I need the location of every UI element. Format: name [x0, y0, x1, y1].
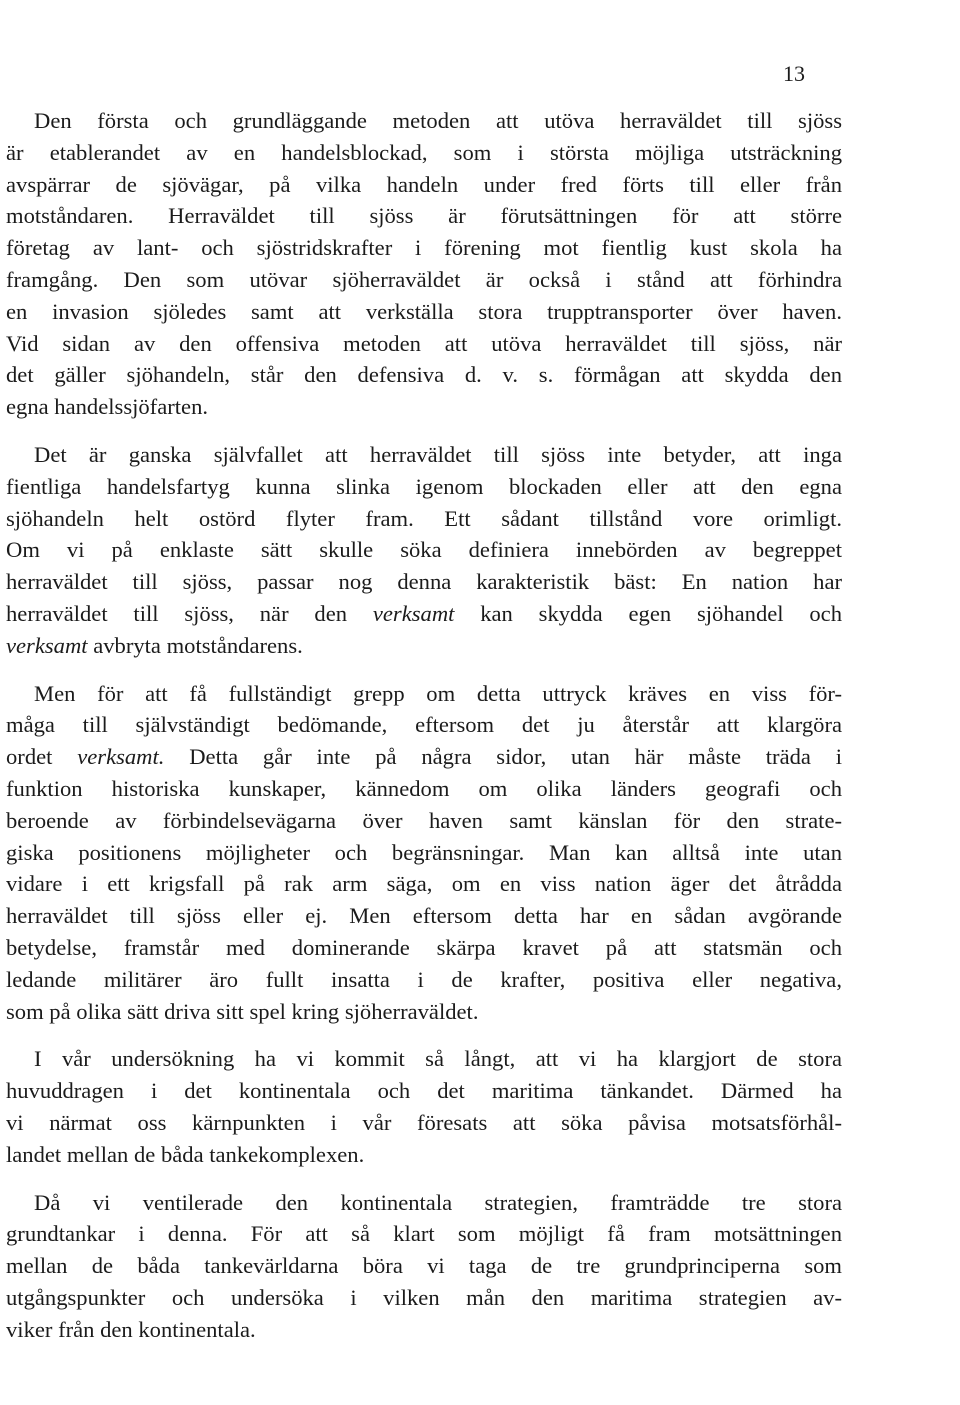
text-line: beroende av förbindelsevägarna över haven samt känslan för den strate-	[6, 807, 842, 833]
text-line: ledande militärer äro fullt insatta i de krafter, positiva eller negativa,	[6, 966, 842, 992]
text-line: utgångspunkter och undersöka i vilken mån den maritima strategien av-	[6, 1284, 842, 1310]
text-run: kan skydda egen sjöhandel och	[454, 600, 842, 626]
text-line: motståndaren. Herraväldet till sjöss är förutsättningen för att större	[6, 203, 842, 229]
text-line: Då vi ventilerade den kontinentala strategien, framträdde tre stora	[34, 1189, 842, 1215]
text-line: vidare i ett krigsfall på rak arm säga, om en viss nation äger det åtrådda	[6, 871, 842, 897]
text-line	[6, 630, 842, 662]
text-run: ordet	[6, 744, 78, 770]
text-line: sjöhandeln helt ostörd flyter fram. Ett sådant tillstånd vore orimligt.	[6, 505, 842, 531]
text-line	[6, 741, 842, 773]
text-line: det gäller sjöhandeln, står den defensiva d. v. s. förmågan att skydda den	[6, 362, 842, 388]
text-run: avbryta motståndarens.	[87, 632, 303, 658]
text-line: huvuddragen i det kontinentala och det maritima tänkandet. Därmed ha	[6, 1078, 842, 1104]
text-line: Vid sidan av den offensiva metoden att utöva herraväldet till sjöss, när	[6, 330, 842, 356]
paragraph-4	[6, 1043, 842, 1170]
text-line: måga till självständigt bedömande, eftersom det ju återstår att klargöra	[6, 712, 842, 738]
text-line: fientliga handelsfartyg kunna slinka igenom blockaden eller att den egna	[6, 473, 842, 499]
text-line: en invasion sjöledes samt att verkställa stora trupptransporter över haven.	[6, 298, 842, 324]
text-line: Men för att få fullständigt grepp om detta uttryck kräves en viss för-	[34, 680, 842, 706]
paragraph-1	[6, 105, 842, 423]
emphasis: verksamt.	[77, 744, 165, 770]
text-line: funktion historiska kunskaper, kännedom om olika länders geografi och	[6, 775, 842, 801]
text-line: giska positionens möjligheter och begränsningar. Man kan alltså inte utan	[6, 839, 842, 865]
paragraph-2	[6, 439, 842, 662]
text-line: herraväldet till sjöss eller ej. Men eftersom detta har en sådan avgörande	[6, 903, 842, 929]
text-line: avspärrar de sjövägar, på vilka handeln under fred förts till eller från	[6, 171, 842, 197]
text-run: Detta går inte på några sidor, utan här måste träda i	[164, 744, 842, 770]
emphasis: verksamt	[372, 600, 455, 626]
text-line: landet mellan de båda tankekomplexen.	[6, 1141, 365, 1167]
text-line: grundtankar i denna. För att så klart som möjligt få fram motsättningen	[6, 1221, 842, 1247]
text-line: som på olika sätt driva sitt spel kring sjöherraväldet.	[6, 998, 479, 1024]
paragraph-5	[6, 1187, 842, 1346]
text-line: Om vi på enklaste sätt skulle söka definiera innebörden av begreppet	[6, 537, 842, 563]
text-line: företag av lant- och sjöstridskrafter i förening mot fientlig kust skola ha	[6, 235, 842, 261]
text-line: betydelse, framstår med dominerande skärpa kravet på att statsmän och	[6, 934, 842, 960]
text-line: I vår undersökning ha vi kommit så långt, att vi ha klargjort de stora	[34, 1046, 842, 1072]
text-line: är etablerandet av en handelsblockad, som i största möjliga utsträckning	[6, 139, 842, 165]
emphasis: verksamt	[6, 632, 88, 658]
text-line: viker från den kontinentala.	[6, 1316, 256, 1342]
text-line: herraväldet till sjöss, passar nog denna karakteristik bäst: En nation har	[6, 569, 842, 595]
text-line: vi närmat oss kärnpunkten i vår föresats att söka påvisa motsatsförhål-	[6, 1109, 842, 1135]
page-number: 13	[783, 61, 805, 86]
text-line: Det är ganska självfallet att herraväldet till sjöss inte betyder, att inga	[34, 441, 842, 467]
text-run: herraväldet till sjöss, när den	[6, 600, 373, 626]
text-line: framgång. Den som utövar sjöherraväldet är också i stånd att förhindra	[6, 266, 842, 292]
body-text	[6, 105, 842, 1345]
text-line: mellan de båda tankevärldarna böra vi taga de tre grundprinciperna som	[6, 1253, 842, 1279]
text-line	[6, 598, 842, 630]
text-line: egna handelssjöfarten.	[6, 394, 209, 420]
text-line: Den första och grundläggande metoden att utöva herraväldet till sjöss	[34, 108, 842, 133]
paragraph-3	[6, 678, 842, 1028]
